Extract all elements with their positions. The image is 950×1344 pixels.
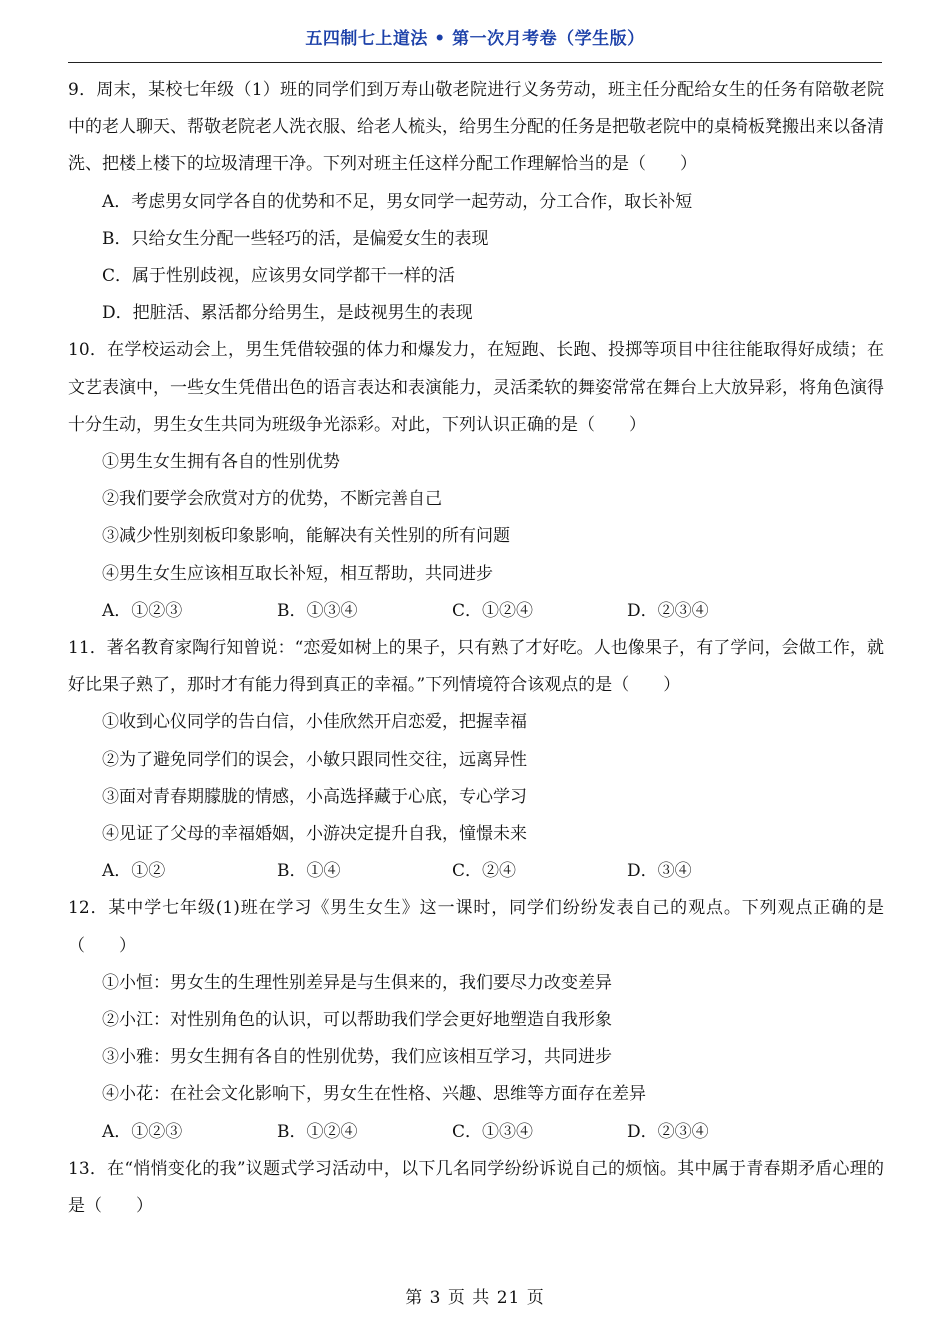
- statement-4: ④男生女生应该相互取长补短，相互帮助，共同进步: [102, 563, 493, 584]
- statement-1: ①男生女生拥有各自的性别优势: [102, 452, 340, 473]
- answer-choices: [68, 593, 884, 630]
- statement-4: ④见证了父母的幸福婚姻，小游决定提升自我，憧憬未来: [102, 824, 527, 845]
- option-d: D．把脏活、累活都分给男生，是歧视男生的表现: [102, 303, 473, 324]
- question-13: [68, 1151, 884, 1225]
- statement-3: ③面对青春期朦胧的情感，小高选择藏于心底，专心学习: [102, 786, 527, 807]
- statement-2: ②我们要学会欣赏对方的优势，不断完善自己: [102, 489, 442, 510]
- answer-choices: [68, 1114, 884, 1151]
- choice-c: C．②④: [452, 861, 517, 882]
- question-list: [68, 72, 884, 1225]
- option-b: B．只给女生分配一些轻巧的活，是偏爱女生的表现: [102, 228, 489, 249]
- choice-d: D．②③④: [627, 1121, 709, 1142]
- statement-1: ①收到心仪同学的告白信，小佳欣然开启恋爱，把握幸福: [102, 712, 527, 733]
- choice-a: A．①②: [102, 861, 166, 882]
- header-divider: [68, 62, 882, 63]
- choice-c: C．①②④: [452, 600, 534, 621]
- statement-2: ②为了避免同学们的误会，小敏只跟同性交往，远离异性: [102, 749, 527, 770]
- question-stem: 10．在学校运动会上，男生凭借较强的体力和爆发力，在短跑、长跑、投掷等项目中往往能取得好成绩；在文艺表演中，一些女生凭借出色的语言表达和表演能力，灵活柔软的舞姿常常在舞台上大放异彩，将角色演得十分生动，男生女生共同为班级争光添彩。对此，下列认识正确的是（ ）: [68, 340, 884, 435]
- question-12: [68, 890, 884, 1150]
- option-a: A．考虑男女同学各自的优势和不足，男女同学一起劳动，分工合作，取长补短: [102, 191, 693, 212]
- statement-1: ①小恒：男女生的生理性别差异是与生俱来的，我们要尽力改变差异: [102, 972, 612, 993]
- question-stem: 11．著名教育家陶行知曾说：“恋爱如树上的果子，只有熟了才好吃。人也像果子，有了学问，会做工作，就好比果子熟了，那时才有能力得到真正的幸福。”下列情境符合该观点的是（ ）: [68, 638, 884, 696]
- choice-c: C．①③④: [452, 1121, 534, 1142]
- question-10: [68, 332, 884, 630]
- answer-choices: [68, 853, 884, 890]
- question-stem: 9．周末，某校七年级（1）班的同学们到万寿山敬老院进行义务劳动，班主任分配给女生的任务有陪敬老院中的老人聊天、帮敬老院老人洗衣服、给老人梳头，给男生分配的任务是把敬老院中的桌椅板凳搬出来以备清洗、把楼上楼下的垃圾清理干净。下列对班主任这样分配工作理解恰当的是（ ）: [68, 80, 884, 175]
- choice-d: D．②③④: [627, 600, 709, 621]
- statement-2: ②小江：对性别角色的认识，可以帮助我们学会更好地塑造自我形象: [102, 1010, 612, 1031]
- statement-4: ④小花：在社会文化影响下，男女生在性格、兴趣、思维等方面存在差异: [102, 1084, 646, 1105]
- choice-b: B．①④: [277, 861, 341, 882]
- question-stem: 12．某中学七年级(1)班在学习《男生女生》这一课时，同学们纷纷发表自己的观点。下列观点正确的是（ ）: [68, 898, 884, 956]
- choice-b: B．①②④: [277, 1121, 358, 1142]
- question-9: [68, 72, 884, 332]
- option-c: C．属于性别歧视，应该男女同学都干一样的活: [102, 266, 456, 287]
- choice-a: A．①②③: [102, 1121, 183, 1142]
- choice-a: A．①②③: [102, 600, 183, 621]
- page-header-title: 五四制七上道法 • 第一次月考卷（学生版）: [305, 29, 645, 49]
- page-number: 第 3 页 共 21 页: [405, 1288, 545, 1308]
- choice-b: B．①③④: [277, 600, 358, 621]
- question-stem: 13．在“悄悄变化的我”议题式学习活动中，以下几名同学纷纷诉说自己的烦恼。其中属于青春期矛盾心理的是（ ）: [68, 1158, 884, 1217]
- statement-3: ③减少性别刻板印象影响，能解决有关性别的所有问题: [102, 526, 510, 547]
- question-11: [68, 630, 884, 890]
- statement-3: ③小雅：男女生拥有各自的性别优势，我们应该相互学习，共同进步: [102, 1047, 612, 1068]
- choice-d: D．③④: [627, 861, 692, 882]
